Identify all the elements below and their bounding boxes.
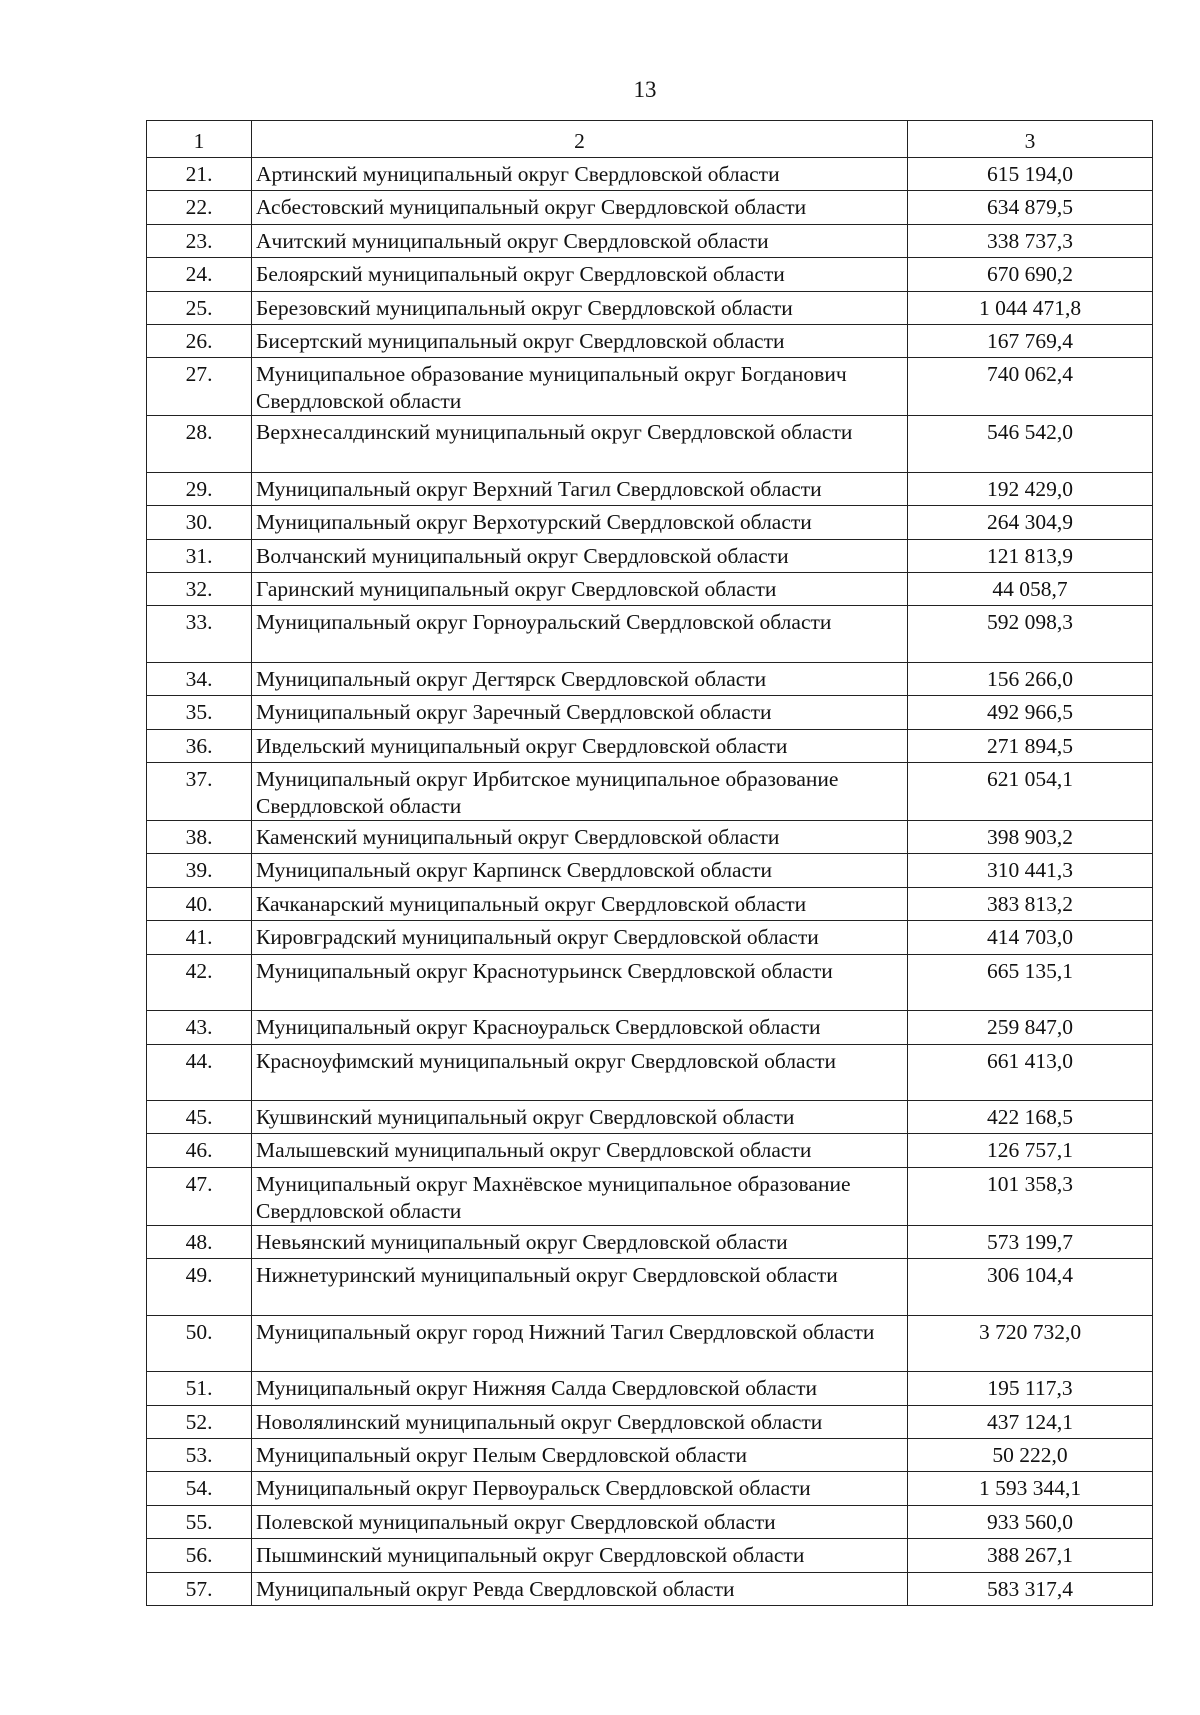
amount-value: 933 560,0 bbox=[908, 1505, 1153, 1538]
amount-value: 437 124,1 bbox=[908, 1405, 1153, 1438]
row-number: 57. bbox=[147, 1572, 252, 1605]
table-row bbox=[147, 573, 1153, 606]
row-number: 48. bbox=[147, 1225, 252, 1258]
row-number: 41. bbox=[147, 921, 252, 954]
row-number: 52. bbox=[147, 1405, 252, 1438]
row-number: 37. bbox=[147, 763, 252, 821]
row-number: 40. bbox=[147, 887, 252, 920]
amount-value: 3 720 732,0 bbox=[908, 1315, 1153, 1372]
municipality-name: Ивдельский муниципальный округ Свердловской области bbox=[252, 729, 908, 762]
table-row bbox=[147, 1438, 1153, 1471]
row-number: 31. bbox=[147, 539, 252, 572]
amount-value: 615 194,0 bbox=[908, 158, 1153, 191]
amount-value: 167 769,4 bbox=[908, 324, 1153, 357]
row-number: 56. bbox=[147, 1539, 252, 1572]
allocation-table-container bbox=[146, 120, 1152, 1606]
amount-value: 121 813,9 bbox=[908, 539, 1153, 572]
row-number: 27. bbox=[147, 358, 252, 416]
row-number: 53. bbox=[147, 1438, 252, 1471]
row-number: 44. bbox=[147, 1044, 252, 1101]
table-row bbox=[147, 224, 1153, 257]
row-number: 26. bbox=[147, 324, 252, 357]
table-row bbox=[147, 358, 1153, 416]
row-number: 25. bbox=[147, 291, 252, 324]
amount-value: 414 703,0 bbox=[908, 921, 1153, 954]
amount-value: 192 429,0 bbox=[908, 472, 1153, 505]
municipality-name: Нижнетуринский муниципальный округ Свердловской области bbox=[252, 1259, 908, 1316]
table-row bbox=[147, 1101, 1153, 1134]
municipality-name: Муниципальное образование муниципальный округ Богданович Свердловской области bbox=[252, 358, 908, 416]
municipality-name: Муниципальный округ Ирбитское муниципальное образование Свердловской области bbox=[252, 763, 908, 821]
table-row bbox=[147, 1044, 1153, 1101]
amount-value: 592 098,3 bbox=[908, 606, 1153, 663]
municipality-name: Муниципальный округ Махнёвское муниципальное образование Свердловской области bbox=[252, 1167, 908, 1225]
column-header-value: 3 bbox=[908, 121, 1153, 158]
table-row bbox=[147, 472, 1153, 505]
header-row bbox=[147, 121, 1153, 158]
amount-value: 1 593 344,1 bbox=[908, 1472, 1153, 1505]
amount-value: 492 966,5 bbox=[908, 696, 1153, 729]
table-row bbox=[147, 606, 1153, 663]
municipality-name: Муниципальный округ Карпинск Свердловской области bbox=[252, 854, 908, 887]
municipality-name: Муниципальный округ Пелым Свердловской области bbox=[252, 1438, 908, 1471]
amount-value: 661 413,0 bbox=[908, 1044, 1153, 1101]
municipality-name: Муниципальный округ Ревда Свердловской области bbox=[252, 1572, 908, 1605]
municipality-name: Верхнесалдинский муниципальный округ Свердловской области bbox=[252, 416, 908, 473]
row-number: 34. bbox=[147, 662, 252, 695]
municipality-name: Кушвинский муниципальный округ Свердловской области bbox=[252, 1101, 908, 1134]
page-number: 13 bbox=[633, 77, 657, 102]
amount-value: 338 737,3 bbox=[908, 224, 1153, 257]
municipality-name: Муниципальный округ Горноуральский Свердловской области bbox=[252, 606, 908, 663]
column-header-number: 1 bbox=[147, 121, 252, 158]
row-number: 23. bbox=[147, 224, 252, 257]
amount-value: 310 441,3 bbox=[908, 854, 1153, 887]
row-number: 43. bbox=[147, 1011, 252, 1044]
amount-value: 271 894,5 bbox=[908, 729, 1153, 762]
row-number: 54. bbox=[147, 1472, 252, 1505]
municipality-name: Асбестовский муниципальный округ Свердловской области bbox=[252, 191, 908, 224]
table-row bbox=[147, 258, 1153, 291]
table-row bbox=[147, 1472, 1153, 1505]
table-row bbox=[147, 887, 1153, 920]
municipality-name: Березовский муниципальный округ Свердловской области bbox=[252, 291, 908, 324]
municipality-name: Муниципальный округ Краснотурьинск Свердловской области bbox=[252, 954, 908, 1011]
municipality-name: Каменский муниципальный округ Свердловской области bbox=[252, 821, 908, 854]
table-row bbox=[147, 921, 1153, 954]
table-row bbox=[147, 1259, 1153, 1316]
municipality-name: Муниципальный округ Верхний Тагил Свердловской области bbox=[252, 472, 908, 505]
municipality-name: Муниципальный округ Дегтярск Свердловской области bbox=[252, 662, 908, 695]
table-row bbox=[147, 291, 1153, 324]
amount-value: 422 168,5 bbox=[908, 1101, 1153, 1134]
municipality-name: Кировградский муниципальный округ Свердловской области bbox=[252, 921, 908, 954]
municipality-name: Артинский муниципальный округ Свердловской области bbox=[252, 158, 908, 191]
row-number: 49. bbox=[147, 1259, 252, 1316]
amount-value: 583 317,4 bbox=[908, 1572, 1153, 1605]
row-number: 51. bbox=[147, 1372, 252, 1405]
table-row bbox=[147, 1572, 1153, 1605]
row-number: 45. bbox=[147, 1101, 252, 1134]
row-number: 21. bbox=[147, 158, 252, 191]
row-number: 33. bbox=[147, 606, 252, 663]
municipality-name: Муниципальный округ Красноуральск Свердловской области bbox=[252, 1011, 908, 1044]
row-number: 38. bbox=[147, 821, 252, 854]
table-row bbox=[147, 191, 1153, 224]
amount-value: 126 757,1 bbox=[908, 1134, 1153, 1167]
amount-value: 44 058,7 bbox=[908, 573, 1153, 606]
table-row bbox=[147, 324, 1153, 357]
municipality-name: Муниципальный округ Верхотурский Свердловской области bbox=[252, 506, 908, 539]
row-number: 29. bbox=[147, 472, 252, 505]
municipality-name: Пышминский муниципальный округ Свердловской области bbox=[252, 1539, 908, 1572]
table-row bbox=[147, 1505, 1153, 1538]
amount-value: 156 266,0 bbox=[908, 662, 1153, 695]
row-number: 32. bbox=[147, 573, 252, 606]
table-body bbox=[147, 158, 1153, 1606]
municipality-name: Качканарский муниципальный округ Свердловской области bbox=[252, 887, 908, 920]
row-number: 22. bbox=[147, 191, 252, 224]
amount-value: 670 690,2 bbox=[908, 258, 1153, 291]
amount-value: 195 117,3 bbox=[908, 1372, 1153, 1405]
amount-value: 621 054,1 bbox=[908, 763, 1153, 821]
municipality-name: Красноуфимский муниципальный округ Свердловской области bbox=[252, 1044, 908, 1101]
row-number: 24. bbox=[147, 258, 252, 291]
municipality-name: Бисертский муниципальный округ Свердловской области bbox=[252, 324, 908, 357]
amount-value: 383 813,2 bbox=[908, 887, 1153, 920]
row-number: 36. bbox=[147, 729, 252, 762]
amount-value: 546 542,0 bbox=[908, 416, 1153, 473]
table-row bbox=[147, 506, 1153, 539]
row-number: 42. bbox=[147, 954, 252, 1011]
municipality-name: Новолялинский муниципальный округ Свердловской области bbox=[252, 1405, 908, 1438]
municipality-name: Муниципальный округ Нижняя Салда Свердловской области bbox=[252, 1372, 908, 1405]
table-row bbox=[147, 763, 1153, 821]
amount-value: 50 222,0 bbox=[908, 1438, 1153, 1471]
municipality-name: Муниципальный округ Первоуральск Свердловской области bbox=[252, 1472, 908, 1505]
table-row bbox=[147, 954, 1153, 1011]
amount-value: 1 044 471,8 bbox=[908, 291, 1153, 324]
amount-value: 388 267,1 bbox=[908, 1539, 1153, 1572]
municipality-name: Невьянский муниципальный округ Свердловской области bbox=[252, 1225, 908, 1258]
row-number: 35. bbox=[147, 696, 252, 729]
table-row bbox=[147, 539, 1153, 572]
row-number: 55. bbox=[147, 1505, 252, 1538]
table-row bbox=[147, 662, 1153, 695]
table-row bbox=[147, 1372, 1153, 1405]
table-row bbox=[147, 821, 1153, 854]
table-row bbox=[147, 729, 1153, 762]
amount-value: 634 879,5 bbox=[908, 191, 1153, 224]
amount-value: 740 062,4 bbox=[908, 358, 1153, 416]
table-row bbox=[147, 1225, 1153, 1258]
row-number: 47. bbox=[147, 1167, 252, 1225]
municipality-name: Гаринский муниципальный округ Свердловской области bbox=[252, 573, 908, 606]
amount-value: 101 358,3 bbox=[908, 1167, 1153, 1225]
row-number: 46. bbox=[147, 1134, 252, 1167]
municipality-name: Полевской муниципальный округ Свердловской области bbox=[252, 1505, 908, 1538]
amount-value: 398 903,2 bbox=[908, 821, 1153, 854]
amount-value: 306 104,4 bbox=[908, 1259, 1153, 1316]
municipality-name: Малышевский муниципальный округ Свердловской области bbox=[252, 1134, 908, 1167]
table-row bbox=[147, 158, 1153, 191]
column-header-name: 2 bbox=[252, 121, 908, 158]
municipality-name: Волчанский муниципальный округ Свердловской области bbox=[252, 539, 908, 572]
municipality-name: Муниципальный округ Заречный Свердловской области bbox=[252, 696, 908, 729]
table-row bbox=[147, 1405, 1153, 1438]
municipality-name: Белоярский муниципальный округ Свердловской области bbox=[252, 258, 908, 291]
table-row bbox=[147, 416, 1153, 473]
municipality-name: Ачитский муниципальный округ Свердловской области bbox=[252, 224, 908, 257]
table-row bbox=[147, 1315, 1153, 1372]
amount-value: 665 135,1 bbox=[908, 954, 1153, 1011]
amount-value: 259 847,0 bbox=[908, 1011, 1153, 1044]
allocation-table bbox=[146, 120, 1153, 1606]
table-row bbox=[147, 854, 1153, 887]
table-row bbox=[147, 696, 1153, 729]
table-row bbox=[147, 1539, 1153, 1572]
table-row bbox=[147, 1167, 1153, 1225]
row-number: 50. bbox=[147, 1315, 252, 1372]
municipality-name: Муниципальный округ город Нижний Тагил Свердловской области bbox=[252, 1315, 908, 1372]
table-row bbox=[147, 1011, 1153, 1044]
table-row bbox=[147, 1134, 1153, 1167]
row-number: 28. bbox=[147, 416, 252, 473]
amount-value: 573 199,7 bbox=[908, 1225, 1153, 1258]
row-number: 39. bbox=[147, 854, 252, 887]
row-number: 30. bbox=[147, 506, 252, 539]
amount-value: 264 304,9 bbox=[908, 506, 1153, 539]
